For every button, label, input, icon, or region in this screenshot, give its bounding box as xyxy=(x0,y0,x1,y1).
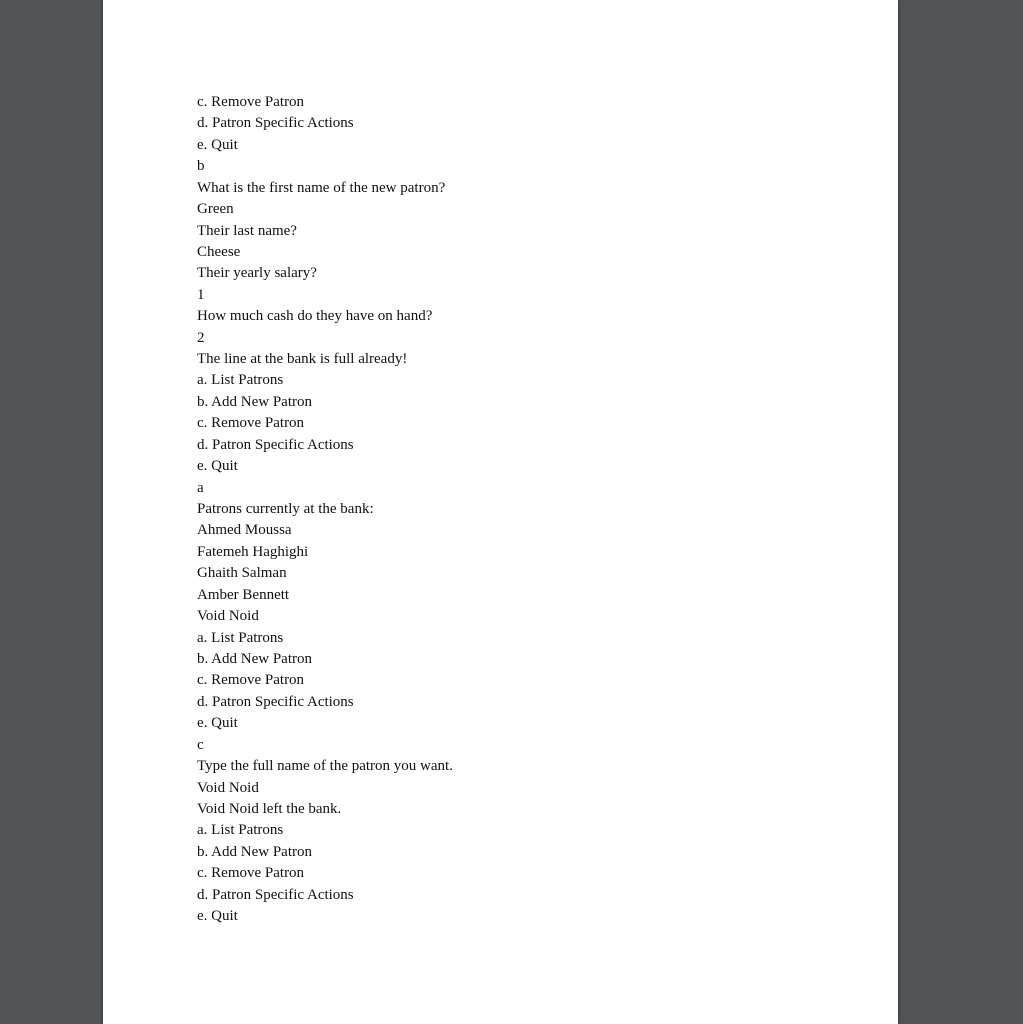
text-line: b. Add New Patron xyxy=(197,843,312,860)
text-line: Void Noid left the bank. xyxy=(197,800,342,817)
text-line: a. List Patrons xyxy=(197,629,284,646)
text-line: Void Noid xyxy=(197,779,259,796)
text-line: c. Remove Patron xyxy=(197,415,305,432)
text-line: Green xyxy=(197,201,234,218)
text-line: Ghaith Salman xyxy=(197,565,287,582)
text-line: d. Patron Specific Actions xyxy=(197,886,354,903)
text-line: b. Add New Patron xyxy=(197,650,312,667)
text-line: Void Noid xyxy=(197,608,259,625)
text-line: Cheese xyxy=(197,243,241,260)
text-line: Amber Bennett xyxy=(197,586,290,603)
text-line: Their yearly salary? xyxy=(197,265,317,282)
text-line: 1 xyxy=(197,286,205,303)
text-line: a. List Patrons xyxy=(197,822,284,839)
text-line: c xyxy=(197,736,204,753)
text-line: d. Patron Specific Actions xyxy=(197,115,354,132)
text-line: e. Quit xyxy=(197,908,238,925)
document-page xyxy=(103,0,898,1024)
text-line: a xyxy=(197,479,204,496)
text-line: a. List Patrons xyxy=(197,372,284,389)
text-line: Fatemeh Haghighi xyxy=(197,543,309,560)
text-line: Patrons currently at the bank: xyxy=(197,501,374,518)
text-line: Their last name? xyxy=(197,222,297,239)
text-line: b xyxy=(197,158,205,175)
text-line: c. Remove Patron xyxy=(197,865,305,882)
text-line: How much cash do they have on hand? xyxy=(197,308,433,325)
text-line: Ahmed Moussa xyxy=(197,522,292,539)
text-line: c. Remove Patron xyxy=(197,94,305,110)
text-line: b. Add New Patron xyxy=(197,393,312,410)
text-line: e. Quit xyxy=(197,458,238,475)
text-line: What is the first name of the new patron? xyxy=(197,179,446,196)
text-line: e. Quit xyxy=(197,715,238,732)
text-line: d. Patron Specific Actions xyxy=(197,436,354,453)
text-line: d. Patron Specific Actions xyxy=(197,693,354,710)
text-line: The line at the bank is full already! xyxy=(197,351,408,368)
page-content xyxy=(197,92,877,927)
text-line: 2 xyxy=(197,329,205,346)
text-line: Type the full name of the patron you want. xyxy=(197,758,453,775)
text-line: e. Quit xyxy=(197,136,238,153)
text-line: c. Remove Patron xyxy=(197,672,305,689)
